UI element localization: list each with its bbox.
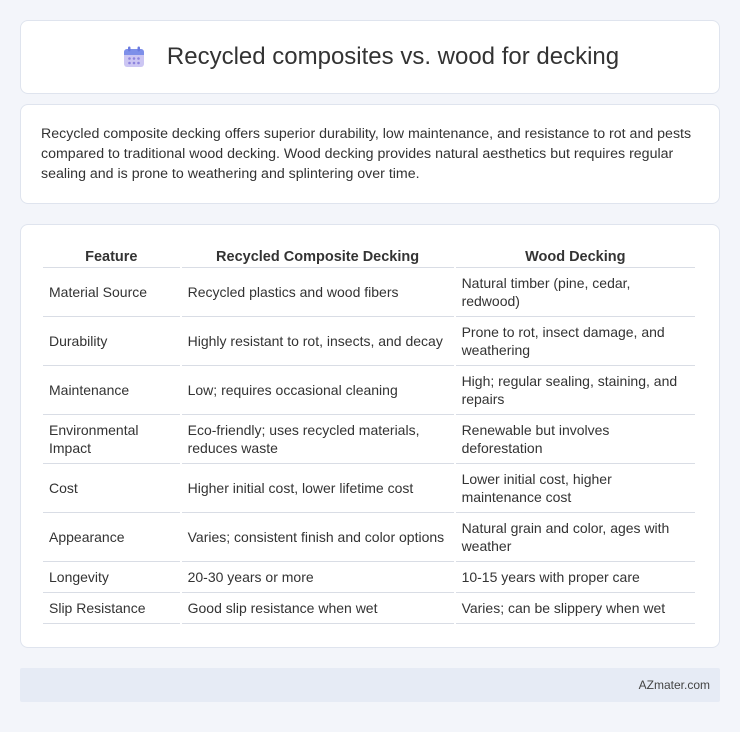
wood-cell: Natural timber (pine, cedar, redwood)	[456, 268, 695, 317]
summary-card	[20, 104, 720, 204]
table-row	[43, 562, 695, 593]
composite-cell: Highly resistant to rot, insects, and decay	[182, 317, 454, 366]
wood-cell: Renewable but involves deforestation	[456, 415, 695, 464]
table-row	[43, 268, 695, 317]
feature-cell: Durability	[43, 317, 180, 366]
wood-cell: Natural grain and color, ages with weather	[456, 513, 695, 562]
wood-cell: Varies; can be slippery when wet	[456, 593, 695, 624]
table-row	[43, 593, 695, 624]
footer	[20, 668, 720, 702]
summary-text: Recycled composite decking offers superior durability, low maintenance, and resistance to rot and pests compared to traditional wood decking. Wood decking provides natural aesthetics but requires regular sealing and is prone to weathering and splintering over time.	[41, 126, 692, 182]
composite-cell: Recycled plastics and wood fibers	[182, 268, 454, 317]
composite-cell: Good slip resistance when wet	[182, 593, 454, 624]
feature-cell: Appearance	[43, 513, 180, 562]
calendar-icon	[121, 44, 147, 70]
composite-cell: Eco-friendly; uses recycled materials, reduces waste	[182, 415, 454, 464]
table-row	[43, 366, 695, 415]
feature-cell: Cost	[43, 464, 180, 513]
table-row	[43, 415, 695, 464]
feature-cell: Material Source	[43, 268, 180, 317]
table-header-row	[43, 245, 695, 268]
column-header-composite: Recycled Composite Decking	[182, 245, 454, 268]
composite-cell: Higher initial cost, lower lifetime cost	[182, 464, 454, 513]
wood-cell: High; regular sealing, staining, and repairs	[456, 366, 695, 415]
feature-cell: Longevity	[43, 562, 180, 593]
feature-cell: Maintenance	[43, 366, 180, 415]
table-row	[43, 513, 695, 562]
column-header-feature: Feature	[43, 245, 180, 268]
wood-cell: Lower initial cost, higher maintenance cost	[456, 464, 695, 513]
comparison-table	[41, 245, 697, 624]
feature-cell: Environmental Impact	[43, 415, 180, 464]
wood-cell: Prone to rot, insect damage, and weathering	[456, 317, 695, 366]
comparison-table-card	[20, 224, 720, 648]
wood-cell: 10-15 years with proper care	[456, 562, 695, 593]
title-card	[20, 20, 720, 94]
table-row	[43, 464, 695, 513]
composite-cell: 20-30 years or more	[182, 562, 454, 593]
page-title: Recycled composites vs. wood for decking	[166, 43, 620, 70]
footer-site-link[interactable]: AZmater.com	[638, 678, 710, 692]
composite-cell: Low; requires occasional cleaning	[182, 366, 454, 415]
column-header-wood: Wood Decking	[456, 245, 695, 268]
feature-cell: Slip Resistance	[43, 593, 180, 624]
composite-cell: Varies; consistent finish and color options	[182, 513, 454, 562]
table-row	[43, 317, 695, 366]
